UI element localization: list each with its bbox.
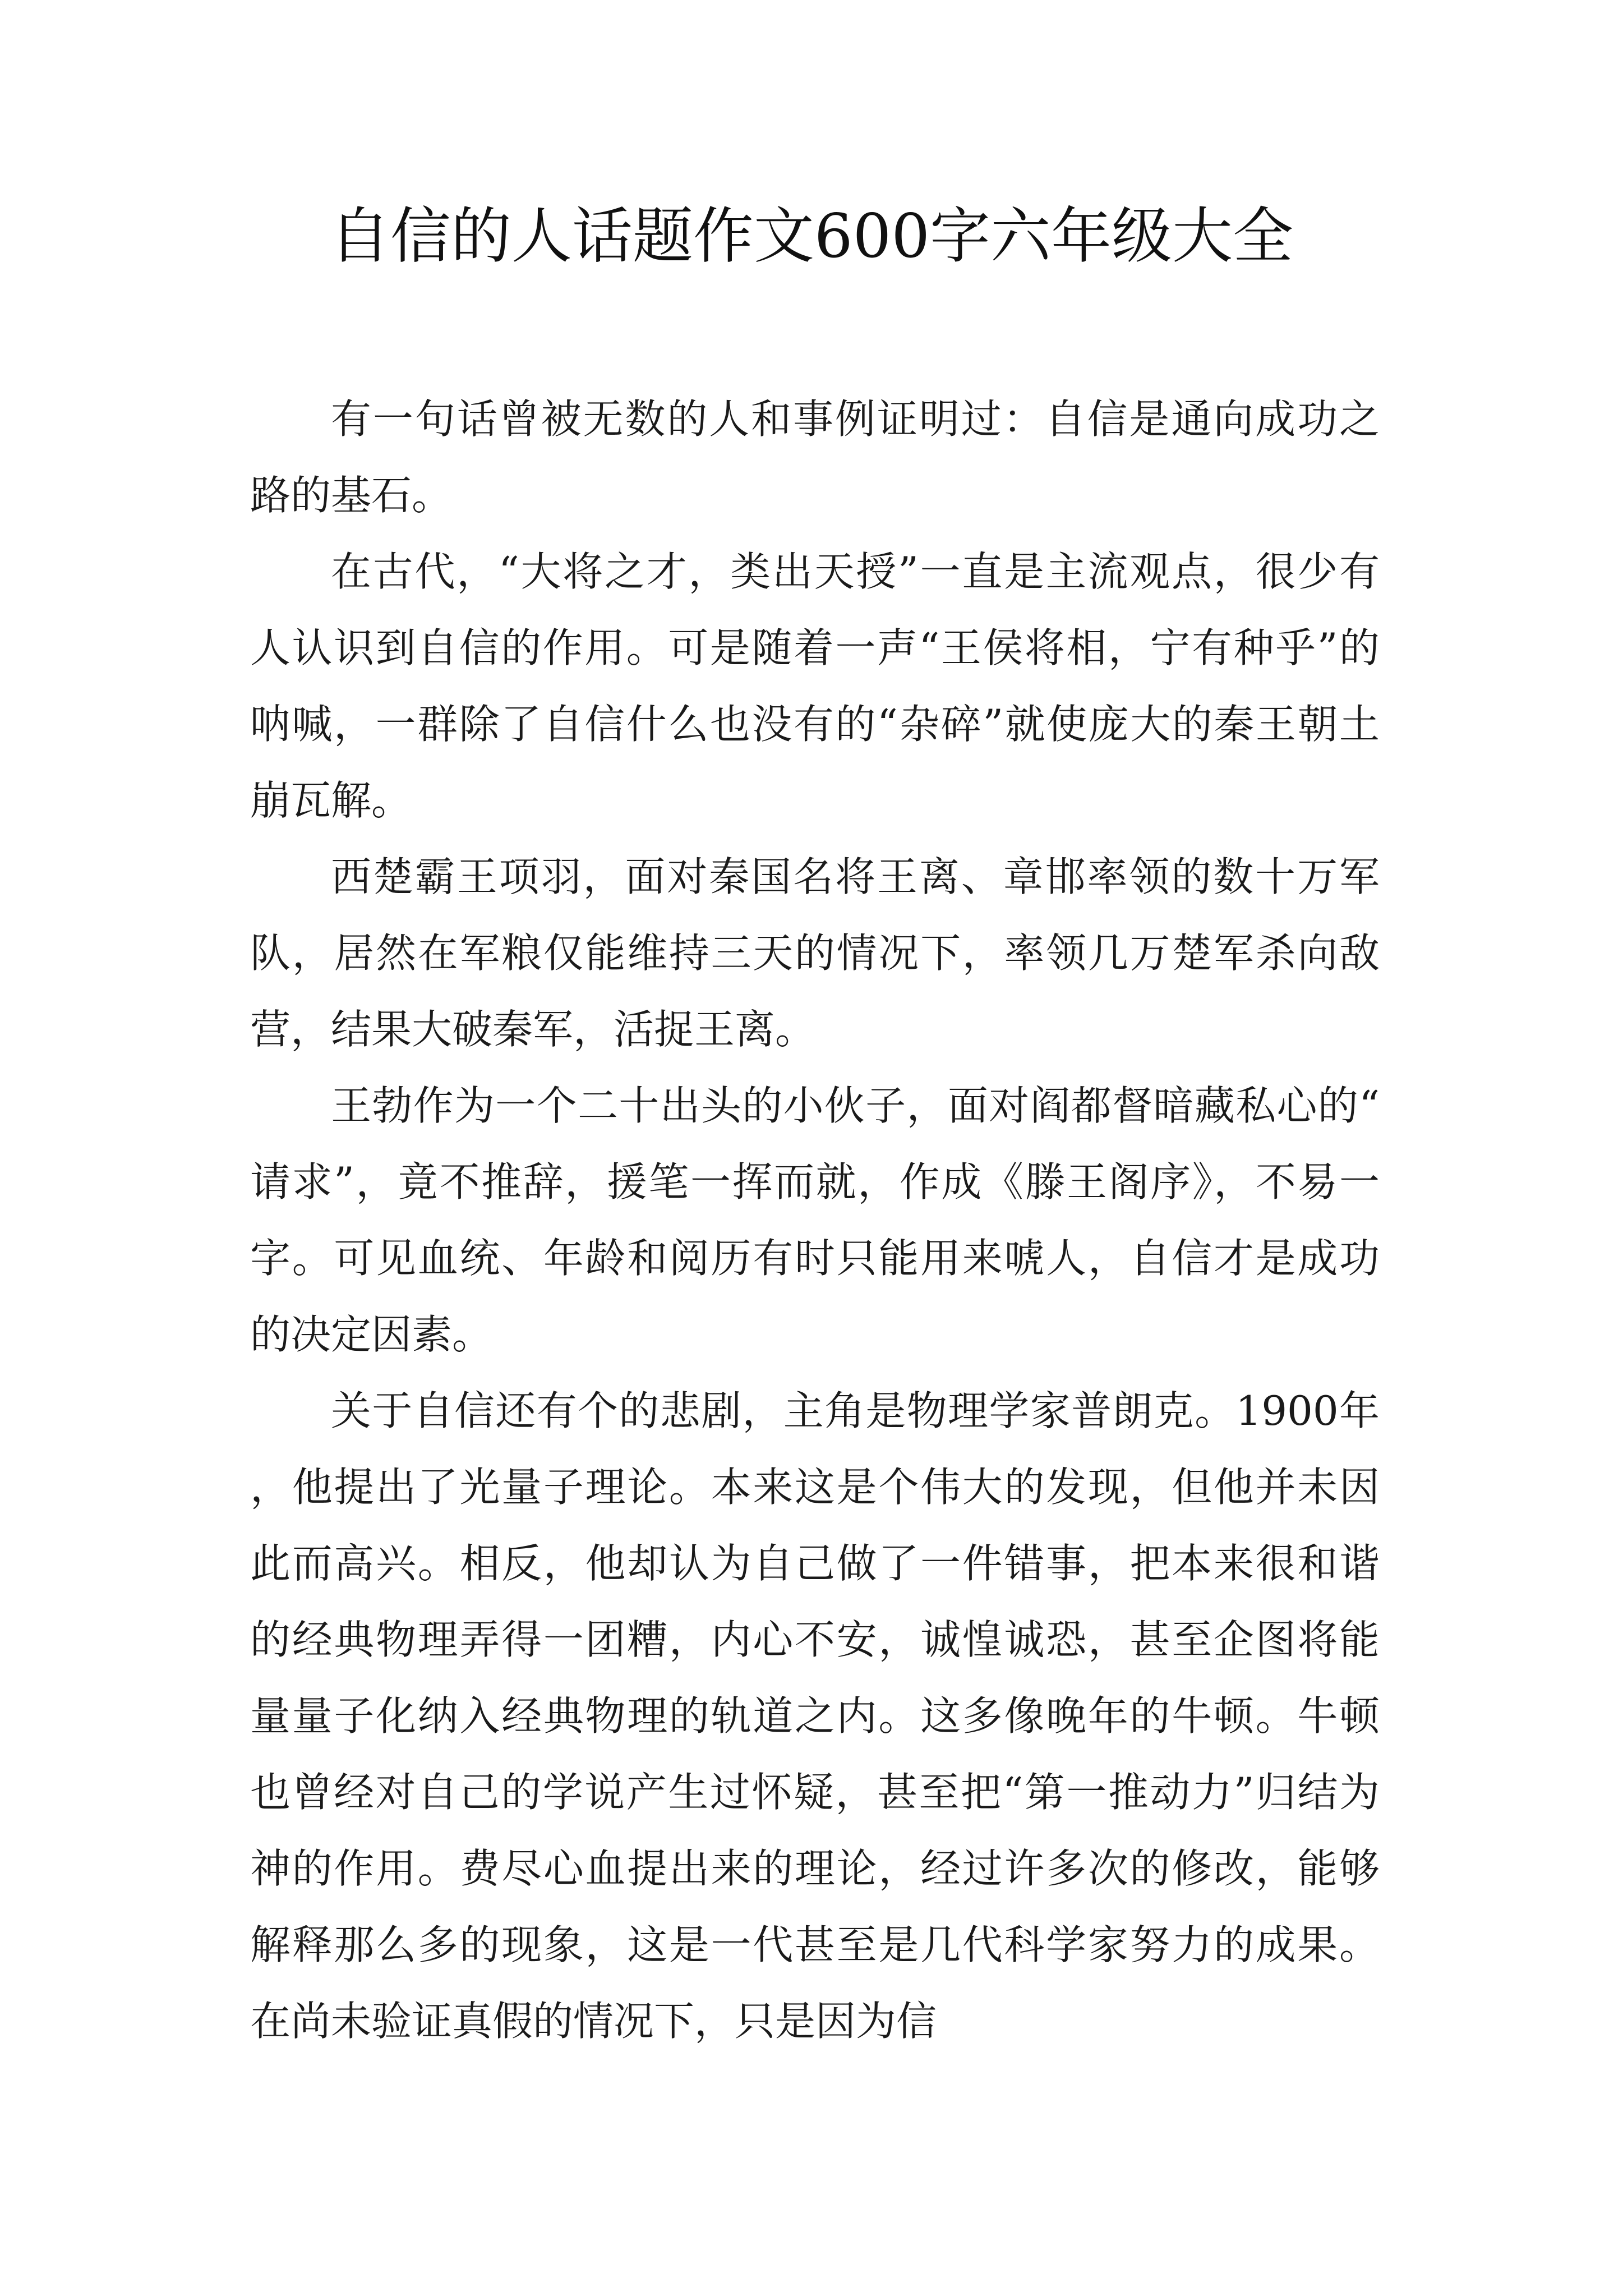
paragraph: 有一句话曾被无数的人和事例证明过：自信是通向成功之路的基石。 bbox=[250, 395, 1380, 519]
document-title: 自信的人话题作文600字六年级大全 bbox=[329, 201, 1294, 272]
paragraph: 西楚霸王项羽，面对秦国名将王离、章邯率领的数十万军队，居然在军粮仅能维持三天的情况下，率领几万楚军杀向敌营，结果大破秦军，活捉王离。 bbox=[250, 853, 1380, 1053]
paragraph: 在古代，“大将之才，类出天授”一直是主流观点，很少有人认识到自信的作用。可是随着一声“王侯将相，宁有种乎”的呐喊，一群除了自信什么也没有的“杂碎”就使庞大的秦王朝土崩瓦解。 bbox=[250, 548, 1380, 824]
document-body bbox=[250, 381, 1380, 2059]
paragraph: 关于自信还有个的悲剧，主角是物理学家普朗克。1900年，他提出了光量子理论。本来这是个伟大的发现，但他并未因此而高兴。相反，他却认为自己做了一件错事，把本来很和谐的经典物理弄得一团糟，内心不安，诚惶诚恐，甚至企图将能量量子化纳入经典物理的轨道之内。这多像晚年的牛顿。牛顿也曾经对自己的学说产生过怀疑，甚至把“第一推动力”归结为神的作用。费尽心血提出来的理论，经过许多次的修改，能够解释那么多的现象，这是一代甚至是几代科学家努力的成果。在尚未验证真假的情况下，只是因为信 bbox=[250, 1387, 1380, 2045]
paragraph: 王勃作为一个二十出头的小伙子，面对阎都督暗藏私心的“请求”，竟不推辞，援笔一挥而就，作成《滕王阁序》，不易一字。可见血统、年龄和阅历有时只能用来唬人，自信才是成功的决定因素。 bbox=[250, 1082, 1380, 1358]
